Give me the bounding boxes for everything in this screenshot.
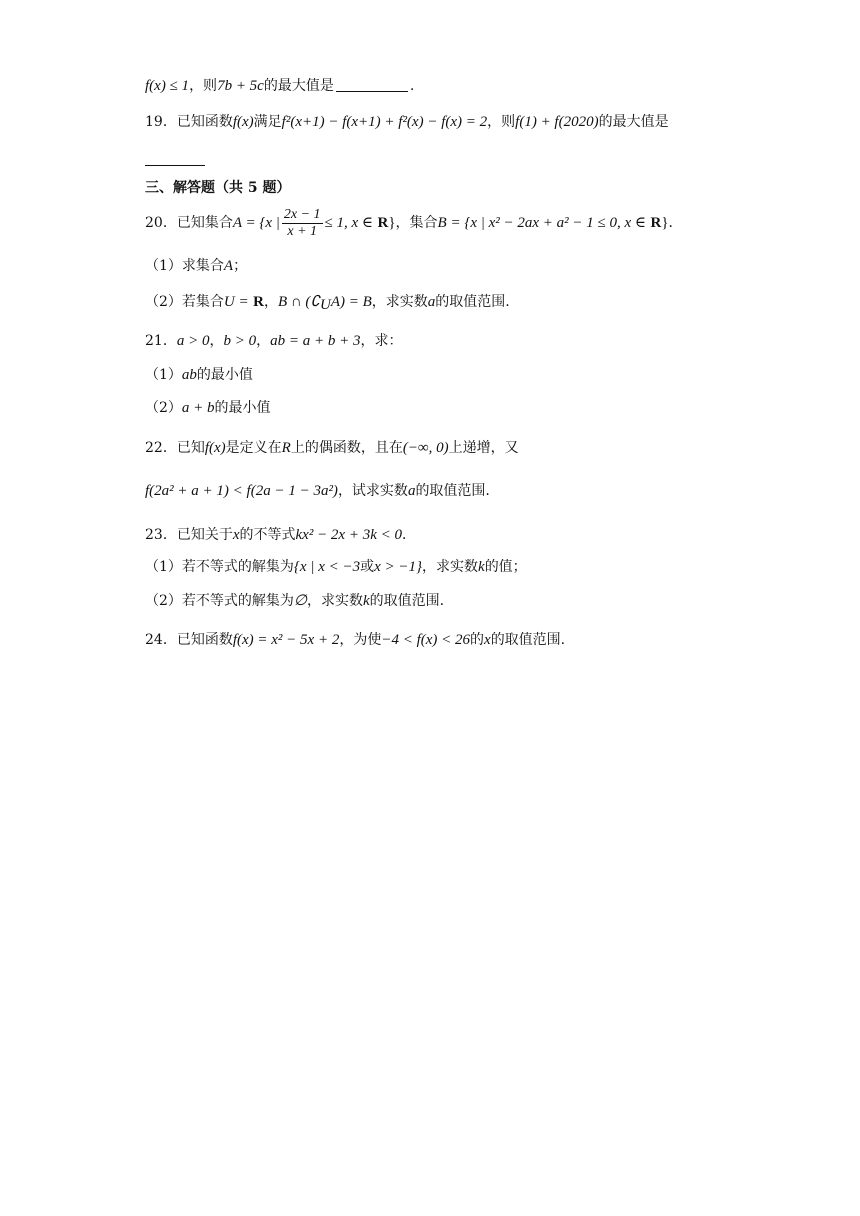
q21-text-1: ，求： bbox=[360, 333, 403, 349]
q18-expression: 7b + 5c bbox=[217, 78, 264, 94]
q21-cond-2: b > 0 bbox=[223, 333, 257, 349]
q22-number: 22． bbox=[145, 440, 177, 456]
q20-part2-text-3: ，求实数 bbox=[371, 294, 428, 310]
q21-number: 21． bbox=[145, 333, 177, 349]
q22-text-3: 上的偶函数，且在 bbox=[290, 440, 403, 456]
q22-text-5: ，试求实数 bbox=[337, 483, 408, 499]
q23-part1-label: （1） bbox=[145, 559, 182, 575]
q20-fraction bbox=[282, 207, 323, 240]
q20-part1-end: ； bbox=[233, 258, 248, 274]
q20-frac-den: x + 1 bbox=[287, 223, 318, 239]
q23-part1-text-3: 的值； bbox=[484, 559, 527, 575]
q19-line bbox=[145, 112, 669, 132]
q21-part1-var: ab bbox=[181, 367, 197, 383]
q23-part2-text-1: 若不等式的解集为 bbox=[181, 593, 294, 609]
q20-part1-label: （1） bbox=[145, 258, 182, 274]
q21-part2-label: （2） bbox=[145, 400, 182, 416]
q22-text-1: 已知 bbox=[176, 440, 205, 456]
q22-line-2 bbox=[145, 481, 490, 501]
q22-text-4: 上递增，又 bbox=[448, 440, 519, 456]
q23-text-1: 已知关于 bbox=[176, 527, 233, 543]
q23-x: x bbox=[232, 527, 240, 543]
q23-part2 bbox=[145, 591, 444, 611]
q21-part1-text: 的最小值 bbox=[196, 367, 253, 383]
q24-text-4: 的取值范围. bbox=[490, 632, 566, 648]
q19-equation: f²(x+1) − f(x+1) + f²(x) − f(x) = 2 bbox=[281, 114, 488, 130]
q24-text-1: 已知函数 bbox=[176, 632, 233, 648]
q23-ineq: kx² − 2x + 3k < 0 bbox=[295, 527, 402, 543]
q20-setB: B = {x | x² − 2ax + a² − 1 ≤ 0, x ∈ bbox=[437, 215, 647, 231]
q20-part1 bbox=[145, 256, 247, 276]
q24-func: f(x) = x² − 5x + 2 bbox=[232, 632, 340, 648]
q23-part1-text-1: 若不等式的解集为 bbox=[181, 559, 294, 575]
q20-part2-sub: U bbox=[319, 297, 331, 313]
q21-part1 bbox=[145, 365, 253, 385]
q19-answer-blank bbox=[145, 153, 205, 166]
q18-tail-line bbox=[145, 76, 414, 96]
q19-number: 19． bbox=[145, 114, 177, 130]
q22-ineq-left: f(2a² + a + 1) bbox=[145, 483, 229, 499]
q20-number: 20． bbox=[145, 215, 177, 231]
q20-close-B: } bbox=[661, 215, 669, 231]
q21-part1-label: （1） bbox=[145, 367, 182, 383]
q24-ineq: −4 < f(x) < 26 bbox=[381, 632, 471, 648]
q22-line-1 bbox=[145, 438, 519, 458]
q20-part2-R: R bbox=[253, 294, 264, 310]
q19-text-1: 已知函数 bbox=[176, 114, 233, 130]
q24-text-3: 的 bbox=[470, 632, 485, 648]
q22-text-2: 是定义在 bbox=[225, 440, 282, 456]
q20-text-2: ，集合 bbox=[395, 215, 438, 231]
q23-part1 bbox=[145, 557, 527, 577]
q20-part2-var: a bbox=[427, 294, 436, 310]
q18-condition: f(x) ≤ 1 bbox=[145, 78, 190, 94]
q18-text-end: 的最大值是 bbox=[263, 78, 334, 94]
q20-part1-text: 求集合 bbox=[181, 258, 224, 274]
q23-part2-k: k bbox=[363, 593, 370, 609]
q22-fx: f(x) bbox=[204, 440, 226, 456]
q19-text-4: 的最大值是 bbox=[598, 114, 669, 130]
q23-part1-or: 或 bbox=[360, 559, 375, 575]
q20-part2 bbox=[145, 292, 510, 312]
q23-number: 23． bbox=[145, 527, 177, 543]
q20-line bbox=[145, 206, 683, 240]
q20-part2-text-4: 的取值范围. bbox=[435, 294, 510, 310]
q20-close-A: } bbox=[388, 215, 396, 231]
q23-part1-set-a: {x | x < −3 bbox=[293, 559, 361, 575]
q23-text-3: ． bbox=[402, 527, 416, 543]
q20-part2-label: （2） bbox=[145, 294, 182, 310]
q22-ineq-right: f(2a − 1 − 3a²) bbox=[246, 483, 338, 499]
q21-sep-2: ， bbox=[256, 333, 271, 349]
section-heading: 三、解答题（共 5 题） bbox=[145, 180, 291, 196]
q18-end-punct: . bbox=[409, 78, 415, 94]
q23-part2-label: （2） bbox=[145, 593, 182, 609]
q24-text-2: ，为使 bbox=[339, 632, 382, 648]
q23-part1-k: k bbox=[478, 559, 485, 575]
q21-cond-3: ab = a + b + 3 bbox=[270, 333, 361, 349]
q20-text-3: ． bbox=[668, 215, 683, 231]
q23-line bbox=[145, 525, 416, 545]
q24-number: 24． bbox=[145, 632, 177, 648]
q20-R-A: R bbox=[377, 215, 389, 231]
q20-frac-num: 2x − 1 bbox=[283, 206, 321, 222]
q21-part2-text: 的最小值 bbox=[214, 400, 271, 416]
q19-text-3: ，则 bbox=[487, 114, 516, 130]
q20-setA-pre: A = {x | bbox=[232, 215, 280, 231]
q22-R: R bbox=[281, 440, 291, 456]
q20-part2-expr2: A) = B bbox=[330, 294, 372, 310]
q24-line bbox=[145, 630, 565, 650]
q19-target: f(1) + f(2020) bbox=[515, 114, 599, 130]
q20-part2-U: U = bbox=[223, 294, 249, 310]
q20-R-B: R bbox=[650, 215, 662, 231]
q22-lt: < bbox=[228, 483, 247, 499]
q23-part2-text-2: ，求实数 bbox=[307, 593, 363, 609]
q19-answer-line bbox=[145, 152, 205, 172]
q20-part1-var: A bbox=[223, 258, 234, 274]
q18-text-mid: ，则 bbox=[189, 78, 218, 94]
q20-part2-expr: B ∩ (∁ bbox=[277, 294, 320, 310]
q23-part1-set-b: x > −1} bbox=[374, 559, 423, 575]
q21-line bbox=[145, 331, 402, 351]
q18-answer-blank bbox=[336, 77, 408, 92]
q21-part2-var: a + b bbox=[181, 400, 215, 416]
q20-part2-text-2: ， bbox=[263, 294, 278, 310]
q19-fx: f(x) bbox=[232, 114, 254, 130]
q22-interval: (−∞, 0) bbox=[402, 440, 449, 456]
q20-text-1: 已知集合 bbox=[176, 215, 233, 231]
q22-text-6: 的取值范围. bbox=[415, 483, 490, 499]
q23-text-2: 的不等式 bbox=[239, 527, 296, 543]
q23-part2-empty: ∅ bbox=[293, 593, 307, 609]
q23-part1-text-2: ，求实数 bbox=[422, 559, 479, 575]
q20-setA-post: ≤ 1, x ∈ bbox=[324, 215, 374, 231]
q24-x: x bbox=[484, 632, 491, 648]
q22-var: a bbox=[407, 483, 416, 499]
q19-text-2: 满足 bbox=[253, 114, 282, 130]
q23-part2-text-3: 的取值范围. bbox=[369, 593, 445, 609]
q20-part2-text-1: 若集合 bbox=[181, 294, 224, 310]
q21-sep-1: ， bbox=[209, 333, 224, 349]
q21-cond-1: a > 0 bbox=[176, 333, 210, 349]
q21-part2 bbox=[145, 398, 271, 418]
